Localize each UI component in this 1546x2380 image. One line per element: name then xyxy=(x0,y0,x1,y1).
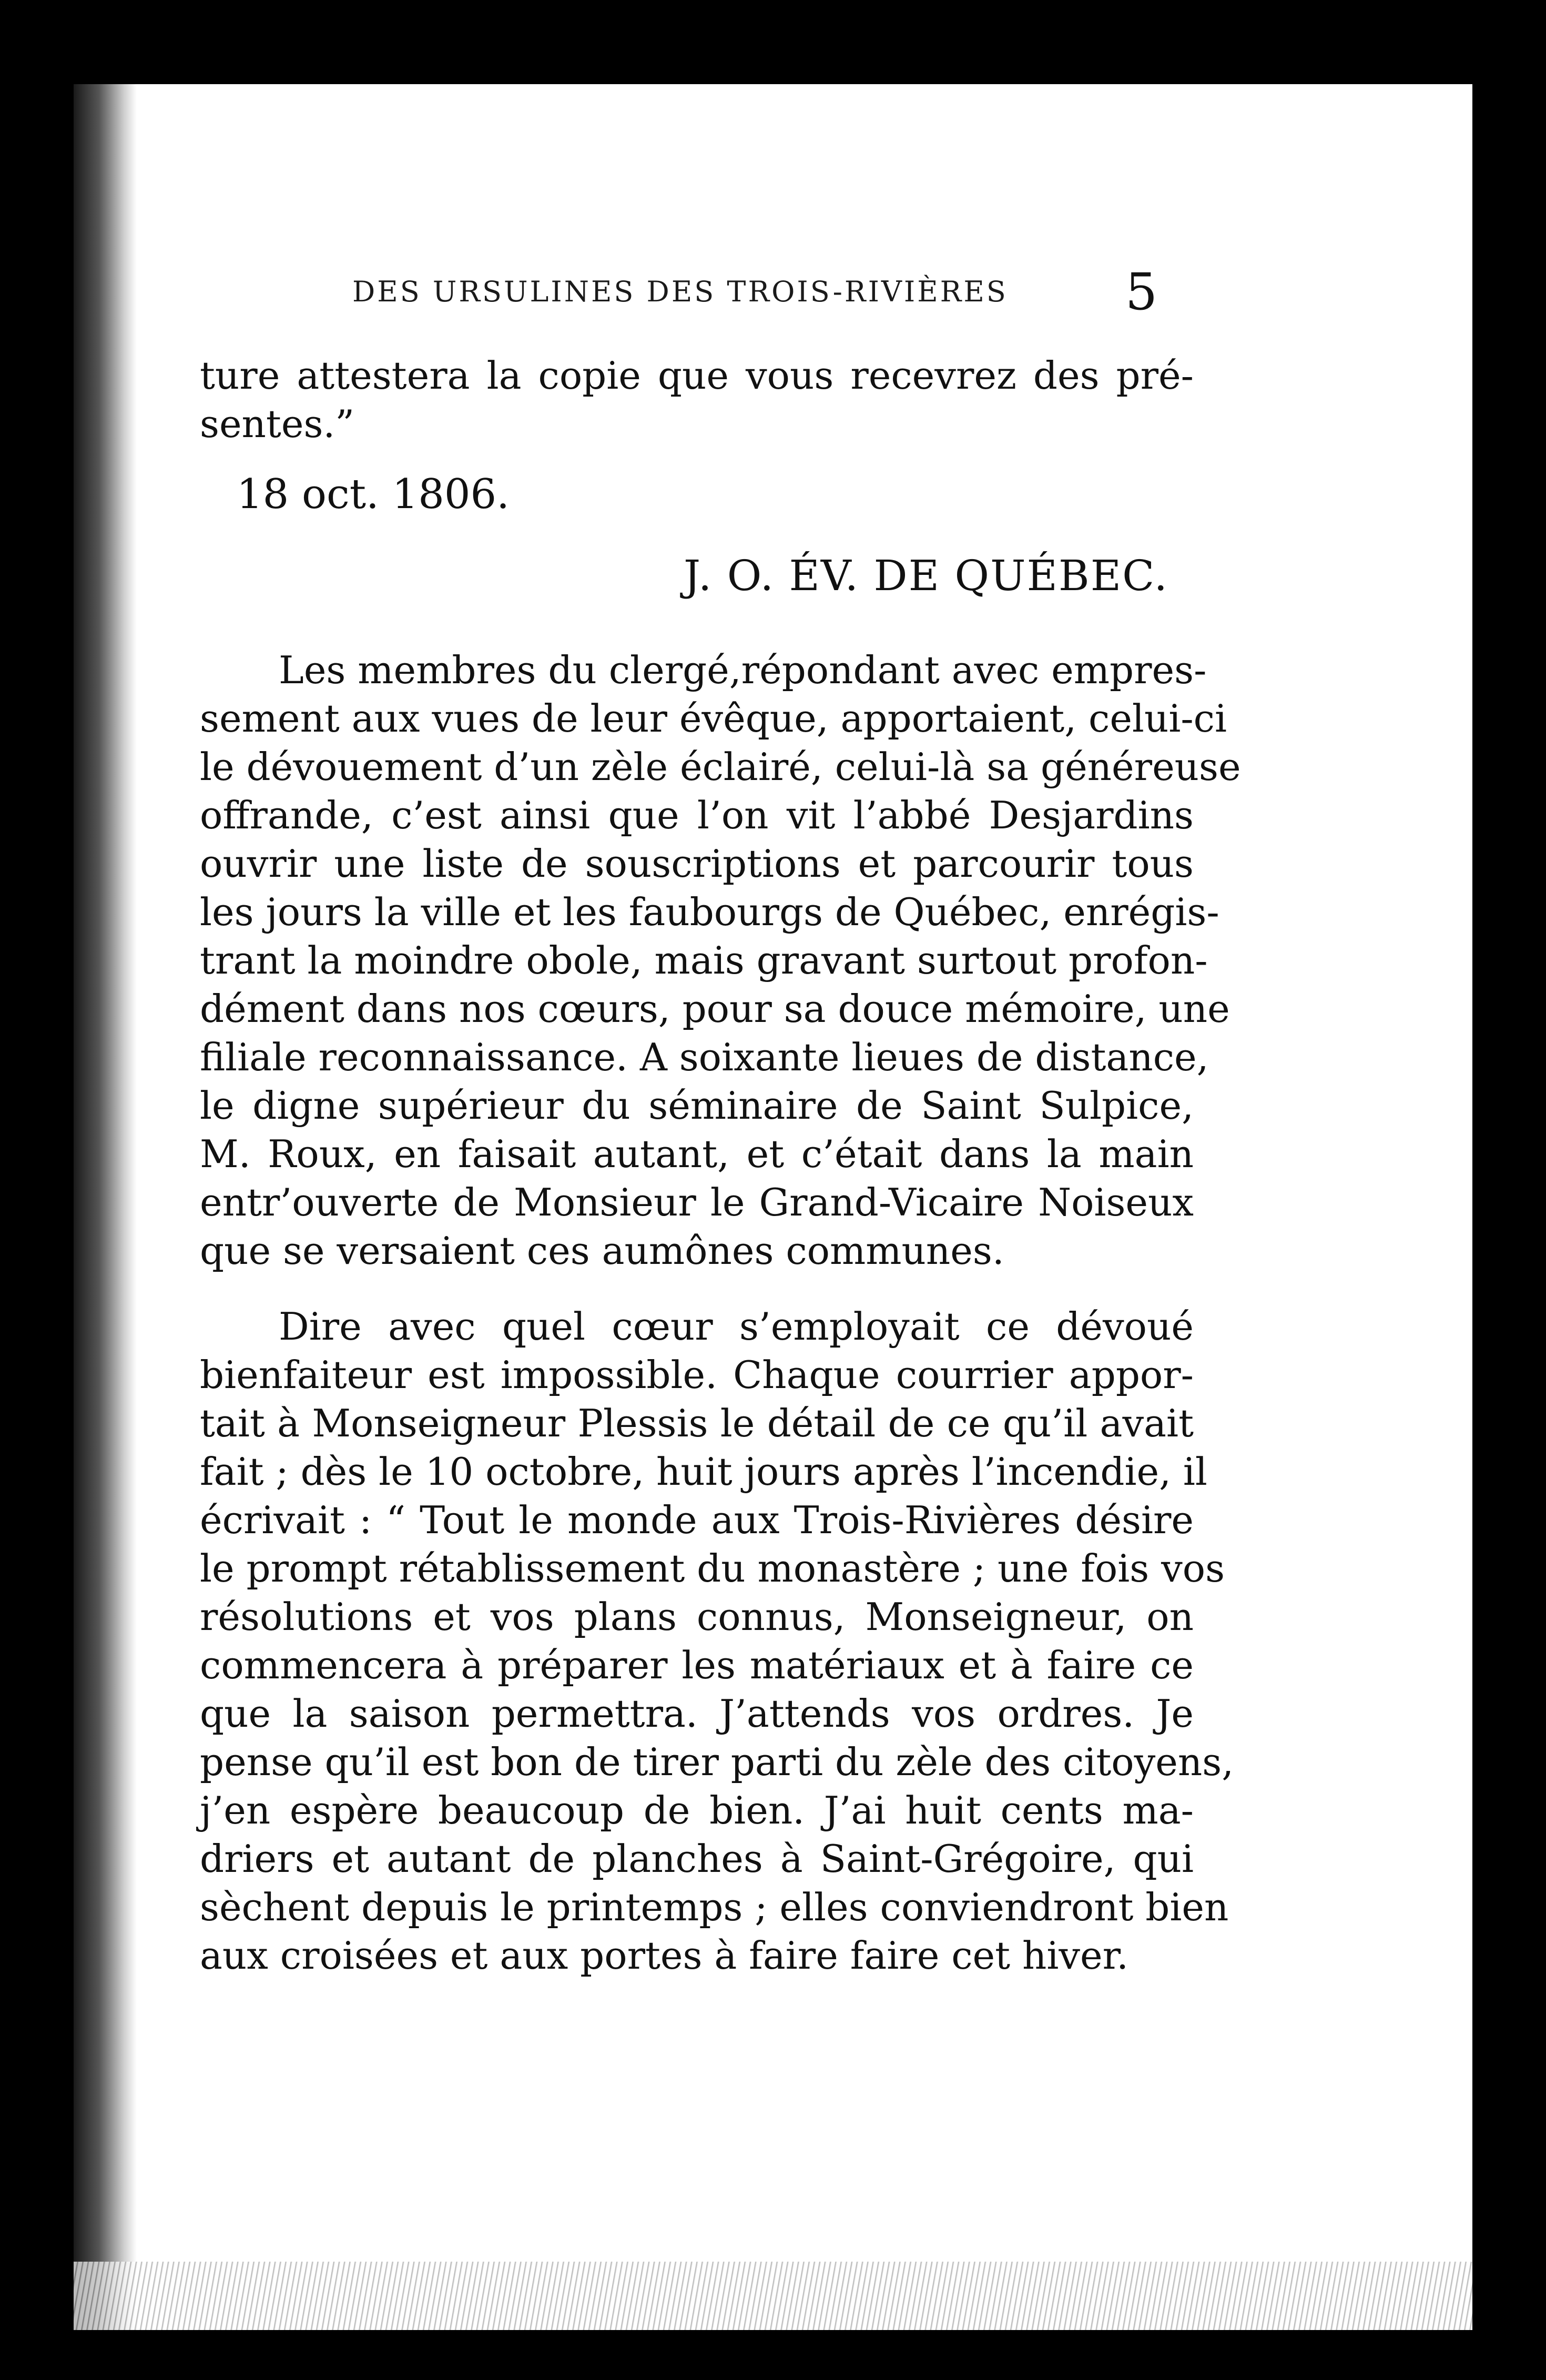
paragraph-benefactor xyxy=(200,1302,1234,1980)
running-header: DES URSULINES DES TROIS-RIVIÈRES xyxy=(352,275,1008,308)
text-line: que se versaient ces aumônes communes. xyxy=(200,1229,1004,1273)
book-page xyxy=(74,84,1472,2330)
text-line: commencera à préparer les matériaux et à faire ce xyxy=(200,1643,1194,1687)
page-number: 5 xyxy=(1125,262,1158,321)
text-line: ture attestera la copie que vous recevrez des pré- xyxy=(200,353,1194,398)
continuation-text xyxy=(200,351,1194,448)
text-line: trant la moindre obole, mais gravant surtout profon- xyxy=(200,938,1208,983)
text-line: pense qu’il est bon de tirer parti du zèle des citoyens, xyxy=(200,1740,1234,1784)
text-line: driers et autant de planches à Saint-Grégoire, qui xyxy=(200,1837,1194,1881)
letter-date: 18 oct. 1806. xyxy=(237,471,510,518)
text-line: dément dans nos cœurs, pour sa douce mémoire, une xyxy=(200,987,1230,1031)
text-line: offrande, c’est ainsi que l’on vit l’abbé Desjardins xyxy=(200,793,1194,837)
letter-signature: J. O. ÉV. DE QUÉBEC. xyxy=(684,551,1168,600)
text-line: sement aux vues de leur évêque, apportaient, celui-ci xyxy=(200,696,1227,741)
paragraph-clergy xyxy=(200,646,1241,1275)
text-line: filiale reconnaissance. A soixante lieues de distance, xyxy=(200,1035,1209,1079)
text-line: que la saison permettra. J’attends vos ordres. Je xyxy=(200,1692,1194,1736)
text-line: tait à Monseigneur Plessis le détail de ce qu’il avait xyxy=(200,1401,1194,1445)
text-line: j’en espère beaucoup de bien. J’ai huit cents ma- xyxy=(200,1788,1194,1832)
text-line: sèchent depuis le printemps ; elles conviendront bien xyxy=(200,1885,1229,1929)
text-line: entr’ouverte de Monsieur le Grand-Vicaire Noiseux xyxy=(200,1180,1194,1224)
text-line: les jours la ville et les faubourgs de Québec, enrégis- xyxy=(200,890,1219,934)
text-line: le prompt rétablissement du monastère ; une fois vos xyxy=(200,1546,1225,1591)
text-line: résolutions et vos plans connus, Monseigneur, on xyxy=(200,1595,1194,1639)
text-line: ouvrir une liste de souscriptions et parcourir tous xyxy=(200,842,1194,886)
text-line: M. Roux, en faisait autant, et c’était dans la main xyxy=(200,1132,1194,1176)
page-bottom-edge xyxy=(74,2262,1472,2330)
text-line: Les membres du clergé,répondant avec empres- xyxy=(279,648,1207,692)
page-binding-shadow xyxy=(74,84,137,2330)
text-line: le dévouement d’un zèle éclairé, celui-là sa généreuse xyxy=(200,745,1241,789)
text-line: fait ; dès le 10 octobre, huit jours après l’incendie, il xyxy=(200,1450,1207,1494)
text-line: sentes.” xyxy=(200,402,355,446)
text-line: bienfaiteur est impossible. Chaque courrier appor- xyxy=(200,1353,1194,1397)
text-line: le digne supérieur du séminaire de Saint Sulpice, xyxy=(200,1083,1194,1128)
text-line: écrivait : “ Tout le monde aux Trois-Rivières désire xyxy=(200,1498,1194,1542)
text-line: aux croisées et aux portes à faire faire cet hiver. xyxy=(200,1933,1129,1978)
text-line: Dire avec quel cœur s’employait ce dévoué xyxy=(279,1304,1194,1349)
